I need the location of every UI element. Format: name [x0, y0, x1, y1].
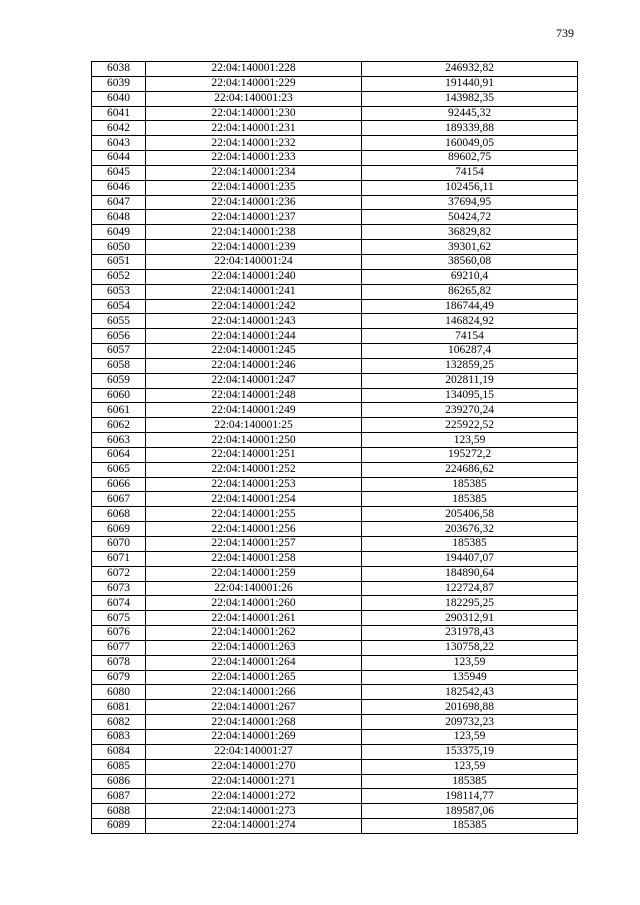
value-cell: 146824,92 — [362, 314, 578, 329]
table-row — [92, 269, 578, 284]
value-cell: 231978,43 — [362, 626, 578, 641]
value-cell: 36829,82 — [362, 225, 578, 240]
table-row — [92, 640, 578, 655]
value-cell: 185385 — [362, 774, 578, 789]
cadastral-number-cell: 22:04:140001:26 — [146, 581, 362, 596]
value-cell: 185385 — [362, 477, 578, 492]
value-cell: 106287,4 — [362, 344, 578, 359]
cadastral-number-cell: 22:04:140001:267 — [146, 700, 362, 715]
row-number-cell: 6046 — [92, 180, 146, 195]
value-cell: 182295,25 — [362, 596, 578, 611]
table-row — [92, 106, 578, 121]
value-cell: 69210,4 — [362, 269, 578, 284]
cadastral-number-cell: 22:04:140001:23 — [146, 91, 362, 106]
cadastral-number-cell: 22:04:140001:236 — [146, 195, 362, 210]
value-cell: 201698,88 — [362, 700, 578, 715]
row-number-cell: 6080 — [92, 685, 146, 700]
value-cell: 186744,49 — [362, 299, 578, 314]
cadastral-number-cell: 22:04:140001:255 — [146, 507, 362, 522]
cadastral-number-cell: 22:04:140001:257 — [146, 537, 362, 552]
row-number-cell: 6083 — [92, 729, 146, 744]
cadastral-number-cell: 22:04:140001:233 — [146, 151, 362, 166]
value-cell: 290312,91 — [362, 611, 578, 626]
cadastral-number-cell: 22:04:140001:231 — [146, 121, 362, 136]
cadastral-number-cell: 22:04:140001:240 — [146, 269, 362, 284]
row-number-cell: 6081 — [92, 700, 146, 715]
value-cell: 153375,19 — [362, 744, 578, 759]
table-row — [92, 537, 578, 552]
cadastral-number-cell: 22:04:140001:247 — [146, 373, 362, 388]
value-cell: 74154 — [362, 165, 578, 180]
table-row — [92, 804, 578, 819]
cadastral-number-cell: 22:04:140001:230 — [146, 106, 362, 121]
row-number-cell: 6058 — [92, 358, 146, 373]
cadastral-number-cell: 22:04:140001:241 — [146, 284, 362, 299]
row-number-cell: 6061 — [92, 403, 146, 418]
row-number-cell: 6084 — [92, 744, 146, 759]
row-number-cell: 6070 — [92, 537, 146, 552]
table-row — [92, 789, 578, 804]
row-number-cell: 6076 — [92, 626, 146, 641]
row-number-cell: 6059 — [92, 373, 146, 388]
row-number-cell: 6041 — [92, 106, 146, 121]
table-row — [92, 299, 578, 314]
table-row — [92, 91, 578, 106]
value-cell: 74154 — [362, 329, 578, 344]
value-cell: 189587,06 — [362, 804, 578, 819]
cadastral-number-cell: 22:04:140001:237 — [146, 210, 362, 225]
cadastral-number-cell: 22:04:140001:25 — [146, 418, 362, 433]
row-number-cell: 6072 — [92, 566, 146, 581]
cadastral-number-cell: 22:04:140001:238 — [146, 225, 362, 240]
table-row — [92, 462, 578, 477]
cadastral-number-cell: 22:04:140001:248 — [146, 388, 362, 403]
cadastral-number-cell: 22:04:140001:253 — [146, 477, 362, 492]
row-number-cell: 6068 — [92, 507, 146, 522]
table-row — [92, 492, 578, 507]
cadastral-number-cell: 22:04:140001:243 — [146, 314, 362, 329]
value-cell: 123,59 — [362, 655, 578, 670]
row-number-cell: 6056 — [92, 329, 146, 344]
cadastral-number-cell: 22:04:140001:250 — [146, 433, 362, 448]
value-cell: 185385 — [362, 492, 578, 507]
row-number-cell: 6078 — [92, 655, 146, 670]
value-cell: 185385 — [362, 819, 578, 834]
value-cell: 205406,58 — [362, 507, 578, 522]
cadastral-number-cell: 22:04:140001:229 — [146, 76, 362, 91]
table-row — [92, 507, 578, 522]
value-cell: 39301,62 — [362, 240, 578, 255]
table-row — [92, 729, 578, 744]
row-number-cell: 6062 — [92, 418, 146, 433]
cadastral-number-cell: 22:04:140001:245 — [146, 344, 362, 359]
value-cell: 224686,62 — [362, 462, 578, 477]
value-cell: 122724,87 — [362, 581, 578, 596]
cadastral-number-cell: 22:04:140001:234 — [146, 165, 362, 180]
row-number-cell: 6052 — [92, 269, 146, 284]
row-number-cell: 6087 — [92, 789, 146, 804]
cadastral-number-cell: 22:04:140001:265 — [146, 670, 362, 685]
cadastral-number-cell: 22:04:140001:260 — [146, 596, 362, 611]
table-row — [92, 284, 578, 299]
value-cell: 130758,22 — [362, 640, 578, 655]
row-number-cell: 6053 — [92, 284, 146, 299]
table-row — [92, 418, 578, 433]
table-row — [92, 76, 578, 91]
table-row — [92, 195, 578, 210]
cadastral-number-cell: 22:04:140001:263 — [146, 640, 362, 655]
value-cell: 195272,2 — [362, 447, 578, 462]
row-number-cell: 6063 — [92, 433, 146, 448]
value-cell: 123,59 — [362, 729, 578, 744]
table-body — [92, 62, 578, 834]
cadastral-number-cell: 22:04:140001:232 — [146, 136, 362, 151]
cadastral-number-cell: 22:04:140001:264 — [146, 655, 362, 670]
table-row — [92, 373, 578, 388]
value-cell: 185385 — [362, 537, 578, 552]
row-number-cell: 6067 — [92, 492, 146, 507]
table-row — [92, 744, 578, 759]
value-cell: 194407,07 — [362, 551, 578, 566]
cadastral-number-cell: 22:04:140001:256 — [146, 522, 362, 537]
value-cell: 160049,05 — [362, 136, 578, 151]
value-cell: 50424,72 — [362, 210, 578, 225]
value-cell: 189339,88 — [362, 121, 578, 136]
value-cell: 132859,25 — [362, 358, 578, 373]
cadastral-value-table — [91, 61, 578, 834]
cadastral-number-cell: 22:04:140001:249 — [146, 403, 362, 418]
table-row — [92, 522, 578, 537]
cadastral-number-cell: 22:04:140001:262 — [146, 626, 362, 641]
table-row — [92, 180, 578, 195]
cadastral-number-cell: 22:04:140001:27 — [146, 744, 362, 759]
table-row — [92, 611, 578, 626]
row-number-cell: 6055 — [92, 314, 146, 329]
table-row — [92, 225, 578, 240]
table-row — [92, 626, 578, 641]
table-row — [92, 685, 578, 700]
value-cell: 37694,95 — [362, 195, 578, 210]
cadastral-number-cell: 22:04:140001:24 — [146, 254, 362, 269]
value-cell: 191440,91 — [362, 76, 578, 91]
row-number-cell: 6073 — [92, 581, 146, 596]
cadastral-number-cell: 22:04:140001:273 — [146, 804, 362, 819]
row-number-cell: 6042 — [92, 121, 146, 136]
table-row — [92, 314, 578, 329]
value-cell: 182542,43 — [362, 685, 578, 700]
cadastral-number-cell: 22:04:140001:270 — [146, 759, 362, 774]
value-cell: 89602,75 — [362, 151, 578, 166]
row-number-cell: 6047 — [92, 195, 146, 210]
cadastral-number-cell: 22:04:140001:272 — [146, 789, 362, 804]
table-row — [92, 388, 578, 403]
table-row — [92, 151, 578, 166]
row-number-cell: 6039 — [92, 76, 146, 91]
row-number-cell: 6074 — [92, 596, 146, 611]
cadastral-number-cell: 22:04:140001:254 — [146, 492, 362, 507]
table-row — [92, 759, 578, 774]
row-number-cell: 6045 — [92, 165, 146, 180]
value-cell: 184890,64 — [362, 566, 578, 581]
row-number-cell: 6057 — [92, 344, 146, 359]
value-cell: 102456,11 — [362, 180, 578, 195]
row-number-cell: 6040 — [92, 91, 146, 106]
table-row — [92, 240, 578, 255]
table-row — [92, 136, 578, 151]
table-row — [92, 566, 578, 581]
table-row — [92, 700, 578, 715]
table-row — [92, 329, 578, 344]
cadastral-number-cell: 22:04:140001:259 — [146, 566, 362, 581]
cadastral-number-cell: 22:04:140001:244 — [146, 329, 362, 344]
table-row — [92, 62, 578, 77]
table-row — [92, 581, 578, 596]
value-cell: 246932,82 — [362, 62, 578, 77]
value-cell: 38560,08 — [362, 254, 578, 269]
cadastral-number-cell: 22:04:140001:268 — [146, 715, 362, 730]
value-cell: 86265,82 — [362, 284, 578, 299]
table-row — [92, 819, 578, 834]
row-number-cell: 6085 — [92, 759, 146, 774]
row-number-cell: 6044 — [92, 151, 146, 166]
cadastral-number-cell: 22:04:140001:261 — [146, 611, 362, 626]
table-row — [92, 715, 578, 730]
cadastral-number-cell: 22:04:140001:228 — [146, 62, 362, 77]
value-cell: 92445,32 — [362, 106, 578, 121]
row-number-cell: 6060 — [92, 388, 146, 403]
cadastral-number-cell: 22:04:140001:251 — [146, 447, 362, 462]
table-row — [92, 254, 578, 269]
table-row — [92, 670, 578, 685]
row-number-cell: 6065 — [92, 462, 146, 477]
row-number-cell: 6088 — [92, 804, 146, 819]
page-number: 739 — [556, 26, 574, 40]
row-number-cell: 6051 — [92, 254, 146, 269]
table-row — [92, 447, 578, 462]
row-number-cell: 6049 — [92, 225, 146, 240]
table-row — [92, 433, 578, 448]
table-row — [92, 165, 578, 180]
cadastral-number-cell: 22:04:140001:242 — [146, 299, 362, 314]
value-cell: 203676,32 — [362, 522, 578, 537]
table-row — [92, 344, 578, 359]
row-number-cell: 6050 — [92, 240, 146, 255]
table-row — [92, 655, 578, 670]
row-number-cell: 6079 — [92, 670, 146, 685]
cadastral-number-cell: 22:04:140001:274 — [146, 819, 362, 834]
value-cell: 123,59 — [362, 759, 578, 774]
value-cell: 143982,35 — [362, 91, 578, 106]
value-cell: 225922,52 — [362, 418, 578, 433]
value-cell: 209732,23 — [362, 715, 578, 730]
cadastral-number-cell: 22:04:140001:269 — [146, 729, 362, 744]
value-cell: 135949 — [362, 670, 578, 685]
table-row — [92, 596, 578, 611]
cadastral-number-cell: 22:04:140001:258 — [146, 551, 362, 566]
row-number-cell: 6038 — [92, 62, 146, 77]
row-number-cell: 6077 — [92, 640, 146, 655]
table-row — [92, 774, 578, 789]
value-cell: 202811,19 — [362, 373, 578, 388]
value-cell: 239270,24 — [362, 403, 578, 418]
row-number-cell: 6069 — [92, 522, 146, 537]
cadastral-number-cell: 22:04:140001:239 — [146, 240, 362, 255]
row-number-cell: 6066 — [92, 477, 146, 492]
row-number-cell: 6089 — [92, 819, 146, 834]
row-number-cell: 6054 — [92, 299, 146, 314]
table-row — [92, 403, 578, 418]
row-number-cell: 6075 — [92, 611, 146, 626]
row-number-cell: 6082 — [92, 715, 146, 730]
cadastral-number-cell: 22:04:140001:271 — [146, 774, 362, 789]
table-row — [92, 121, 578, 136]
table-row — [92, 210, 578, 225]
value-cell: 134095,15 — [362, 388, 578, 403]
row-number-cell: 6086 — [92, 774, 146, 789]
cadastral-number-cell: 22:04:140001:246 — [146, 358, 362, 373]
value-cell: 123,59 — [362, 433, 578, 448]
row-number-cell: 6048 — [92, 210, 146, 225]
row-number-cell: 6071 — [92, 551, 146, 566]
row-number-cell: 6064 — [92, 447, 146, 462]
cadastral-number-cell: 22:04:140001:266 — [146, 685, 362, 700]
cadastral-number-cell: 22:04:140001:235 — [146, 180, 362, 195]
cadastral-number-cell: 22:04:140001:252 — [146, 462, 362, 477]
value-cell: 198114,77 — [362, 789, 578, 804]
row-number-cell: 6043 — [92, 136, 146, 151]
table-row — [92, 358, 578, 373]
table-row — [92, 477, 578, 492]
table-row — [92, 551, 578, 566]
